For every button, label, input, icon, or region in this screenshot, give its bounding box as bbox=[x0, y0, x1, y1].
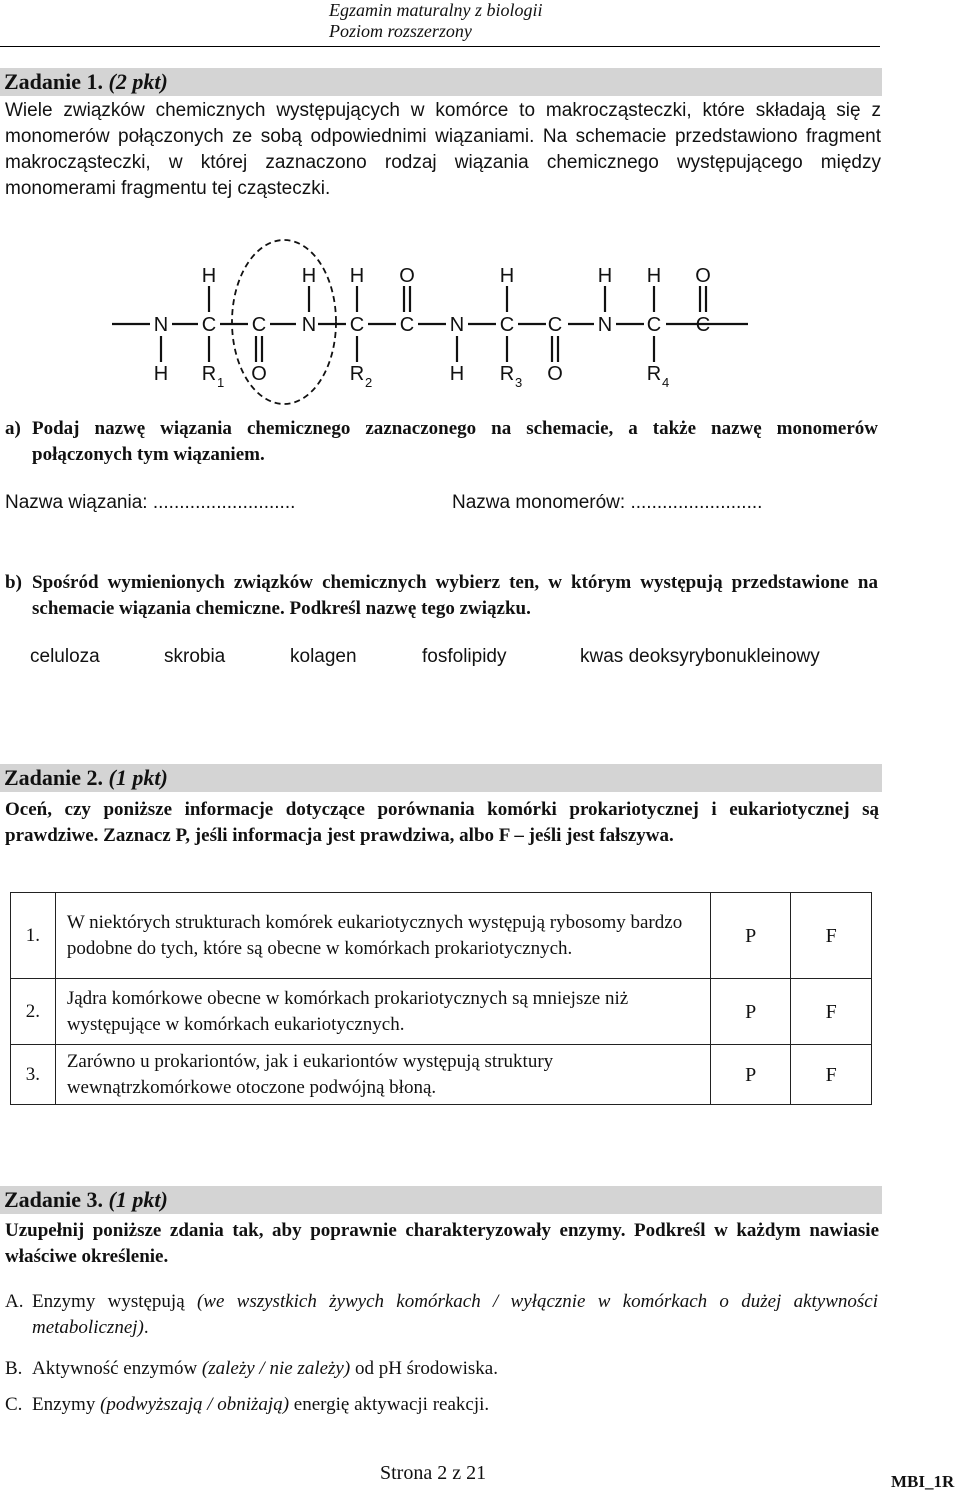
item-a-post: . bbox=[143, 1317, 149, 1338]
compound-options bbox=[0, 646, 900, 672]
subscript-label: 1 bbox=[217, 375, 225, 390]
task1-heading bbox=[0, 68, 882, 96]
option-celuloza[interactable]: celuloza bbox=[30, 646, 100, 667]
task1-intro: Wiele związków chemicznych występujących w komórce to makrocząsteczki, które składają się z monomerów połączonych ze sobą odpowiednimi wiązaniami. Na schemacie przedstawiono fragment makrocząsteczki, w której zaznaczono rodzaj wiązania chemicznego występującego między monomerami fragmentu tej cząsteczki. bbox=[5, 100, 881, 199]
row-statement: W niektórych strukturach komórek eukariotycznych występują rybosomy bardzo podobne do tych, które są obecne w komórkach prokariotycznych. bbox=[55, 893, 710, 979]
atom-label: N bbox=[153, 314, 169, 336]
atom-label: C bbox=[499, 314, 515, 336]
row-number: 1. bbox=[11, 893, 56, 979]
atom-label: H bbox=[646, 265, 662, 287]
item-a-options[interactable]: (we wszystkich żywych komórkach / wyłącznie w komórkach o dużej aktywności metabolicznej) bbox=[32, 1291, 879, 1338]
atom-label: C bbox=[695, 314, 711, 336]
atom-label: N bbox=[301, 314, 317, 336]
exam-level: Poziom rozszerzony bbox=[329, 21, 472, 41]
item-c-label: C. bbox=[5, 1394, 23, 1415]
atom-label: H bbox=[201, 265, 217, 287]
item-c-post: energię aktywacji reakcji. bbox=[293, 1394, 490, 1415]
page-header bbox=[0, 0, 960, 46]
atom-label: C bbox=[646, 314, 662, 336]
item-a-sentence bbox=[32, 1289, 878, 1341]
table-row bbox=[11, 1045, 872, 1105]
atom-label: R bbox=[201, 363, 217, 385]
atom-label: H bbox=[597, 265, 613, 287]
bond-highlight-oval bbox=[232, 240, 336, 404]
atom-label: C bbox=[399, 314, 415, 336]
option-dna[interactable]: kwas deoksyrybonukleinowy bbox=[580, 646, 820, 667]
atom-label: O bbox=[399, 265, 415, 287]
item-b-options[interactable]: (zależy / nie zależy) bbox=[201, 1358, 351, 1379]
task1-points: (2 pkt) bbox=[108, 69, 168, 94]
true-option[interactable]: P bbox=[710, 893, 791, 979]
peptide-diagram bbox=[100, 236, 760, 406]
row-number: 2. bbox=[11, 979, 56, 1045]
task3-points: (1 pkt) bbox=[108, 1187, 168, 1212]
atom-label: R bbox=[646, 363, 662, 385]
exam-title: Egzamin maturalny z biologii bbox=[329, 0, 543, 20]
subscript-label: 4 bbox=[662, 375, 670, 390]
atom-label: H bbox=[153, 363, 169, 385]
false-option[interactable]: F bbox=[791, 979, 872, 1045]
exam-code: MBI_1R bbox=[891, 1472, 955, 1491]
item-b-post: od pH środowiska. bbox=[354, 1358, 498, 1379]
atom-label: H bbox=[349, 265, 365, 287]
false-option[interactable]: F bbox=[791, 893, 872, 979]
atom-label: O bbox=[695, 265, 711, 287]
atom-label: C bbox=[251, 314, 267, 336]
false-option[interactable]: F bbox=[791, 1045, 872, 1105]
task3-title: Zadanie 3. bbox=[4, 1187, 104, 1212]
part-a-label: a) bbox=[5, 418, 21, 439]
task2-points: (1 pkt) bbox=[108, 765, 168, 790]
bond-name-field[interactable]: Nazwa wiązania: ........................... bbox=[5, 492, 296, 513]
item-b-pre: Aktywność enzymów bbox=[32, 1358, 198, 1379]
atom-label: C bbox=[349, 314, 365, 336]
option-kolagen[interactable]: kolagen bbox=[290, 646, 357, 667]
true-false-table bbox=[10, 892, 872, 1105]
atom-label: O bbox=[251, 363, 267, 385]
item-b-sentence bbox=[32, 1356, 878, 1382]
item-b-label: B. bbox=[5, 1358, 23, 1379]
task2-instruction: Oceń, czy poniższe informacje dotyczące porównania komórki prokariotycznej i eukariotycznej są prawdziwe. Zaznacz P, jeśli informacja jest prawdziwa, albo F – jeśli jest fałszywa. bbox=[5, 799, 879, 846]
row-statement: Zarówno u prokariontów, jak i eukariontów występują struktury wewnątrzkomórkowe otoczone podwójną błoną. bbox=[55, 1045, 710, 1105]
part-b-question: Spośród wymienionych związków chemicznych wybierz ten, w którym występują przedstawione na schemacie wiązania chemiczne. Podkreśl nazwę tego związku. bbox=[32, 572, 878, 619]
atom-label: N bbox=[597, 314, 613, 336]
item-c-pre: Enzymy bbox=[32, 1394, 96, 1415]
item-a-pre: Enzymy występują bbox=[32, 1291, 185, 1312]
header-rule bbox=[0, 46, 880, 47]
true-option[interactable]: P bbox=[710, 1045, 791, 1105]
task2-title: Zadanie 2. bbox=[4, 765, 104, 790]
true-option[interactable]: P bbox=[710, 979, 791, 1045]
subscript-label: 3 bbox=[515, 375, 523, 390]
task1-title: Zadanie 1. bbox=[4, 69, 104, 94]
atom-label: C bbox=[201, 314, 217, 336]
page-number: Strona 2 z 21 bbox=[380, 1462, 487, 1484]
row-number: 3. bbox=[11, 1045, 56, 1105]
task3-heading bbox=[0, 1186, 882, 1214]
item-c-options[interactable]: (podwyższają / obniżają) bbox=[100, 1394, 290, 1415]
part-a-question: Podaj nazwę wiązania chemicznego zaznaczonego na schemacie, a także nazwę monomerów połączonych tym wiązaniem. bbox=[32, 418, 878, 465]
atom-label: R bbox=[349, 363, 365, 385]
table-row bbox=[11, 893, 872, 979]
task2-heading bbox=[0, 764, 882, 792]
monomer-name-field[interactable]: Nazwa monomerów: ......................... bbox=[452, 492, 763, 513]
atom-label: H bbox=[499, 265, 515, 287]
option-skrobia[interactable]: skrobia bbox=[164, 646, 226, 667]
row-statement: Jądra komórkowe obecne w komórkach prokariotycznych są mniejsze niż występujące w komórkach eukariotycznych. bbox=[55, 979, 710, 1045]
option-fosfolipidy[interactable]: fosfolipidy bbox=[422, 646, 507, 667]
atom-label: R bbox=[499, 363, 515, 385]
atom-label: H bbox=[449, 363, 465, 385]
atom-label: H bbox=[301, 265, 317, 287]
item-c-sentence bbox=[32, 1392, 878, 1418]
subscript-label: 2 bbox=[365, 375, 373, 390]
table-row bbox=[11, 979, 872, 1045]
part-b-label: b) bbox=[5, 572, 22, 593]
atom-label: O bbox=[547, 363, 563, 385]
item-a-label: A. bbox=[5, 1291, 24, 1312]
atom-label: C bbox=[547, 314, 563, 336]
task3-instruction: Uzupełnij poniższe zdania tak, aby poprawnie charakteryzowały enzymy. Podkreśl w każdym nawiasie właściwe określenie. bbox=[5, 1220, 879, 1267]
atom-label: N bbox=[449, 314, 465, 336]
